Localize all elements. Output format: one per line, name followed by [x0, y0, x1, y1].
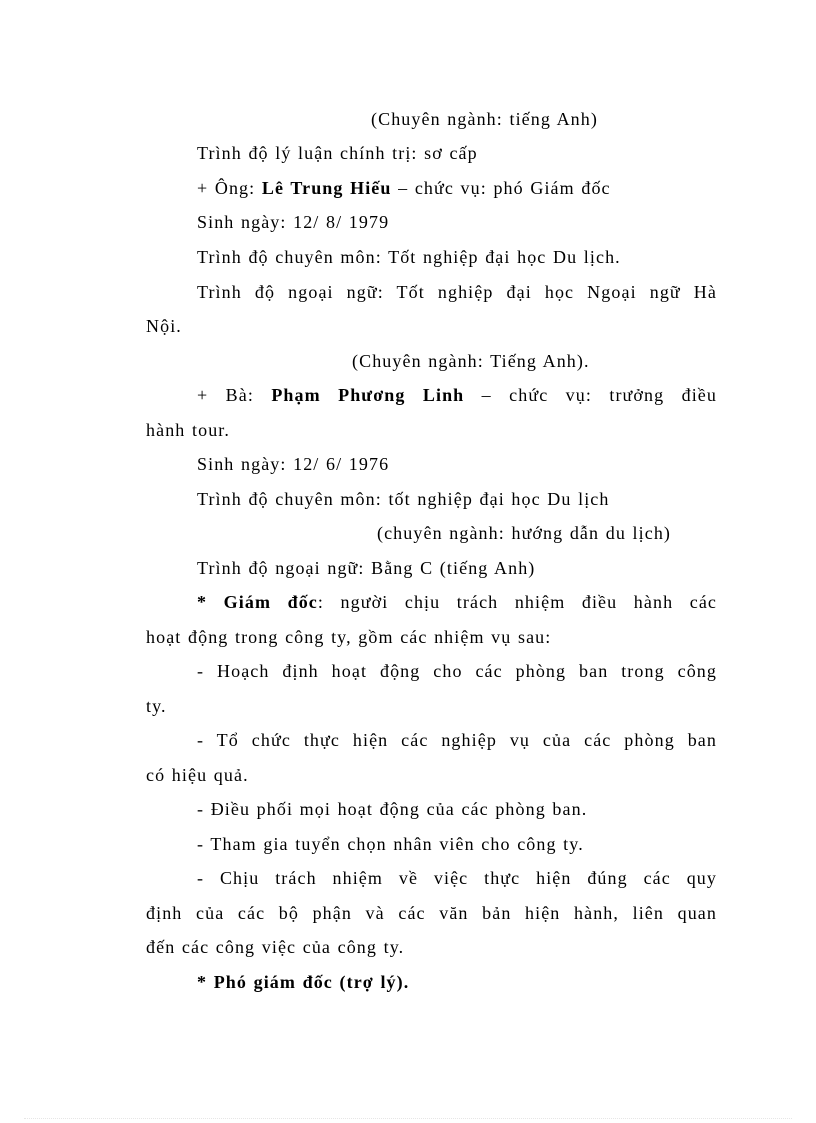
- political-theory-level: Trình độ lý luận chính trị: sơ cấp: [197, 143, 478, 163]
- birth-date-2: Sinh ngày: 12/ 6/ 1976: [197, 454, 390, 474]
- duty-5-cont-2: đến các công việc của công ty.: [146, 937, 405, 957]
- footer-divider: [24, 1118, 792, 1119]
- specialization-line-2: (Chuyên ngành: Tiếng Anh).: [352, 351, 590, 371]
- duty-4: - Tham gia tuyển chọn nhân viên cho công ty.: [197, 834, 584, 854]
- person-name: Lê Trung Hiếu: [261, 178, 392, 198]
- duty-5-cont: định của các bộ phận và các văn bản hiện hành, liên quan: [146, 903, 717, 923]
- person-pham-phuong-linh: [197, 383, 717, 407]
- person-role-cont: hành tour.: [146, 420, 230, 440]
- person-prefix: + Ông:: [197, 178, 262, 198]
- specialization-line-3: (chuyên ngành: hướng dẫn du lịch): [377, 523, 672, 543]
- deputy-director-heading: * Phó giám đốc (trợ lý).: [197, 972, 410, 992]
- language-level-2: Trình độ ngoại ngữ: Bằng C (tiếng Anh): [197, 558, 536, 578]
- professional-level-2: Trình độ chuyên môn: tốt nghiệp đại học Du lịch: [197, 489, 610, 509]
- duty-1-cont: ty.: [146, 696, 167, 716]
- section-heading: * Giám đốc: [197, 592, 318, 612]
- section-intro: : người chịu trách nhiệm điều hành các: [317, 592, 717, 612]
- person-role: – chức vụ: phó Giám đốc: [391, 178, 611, 198]
- duty-3: - Điều phối mọi hoạt động của các phòng ban.: [197, 799, 588, 819]
- duty-2: - Tổ chức thực hiện các nghiệp vụ của các phòng ban: [197, 730, 717, 750]
- duty-5: - Chịu trách nhiệm về việc thực hiện đúng các quy: [197, 868, 717, 888]
- birth-date-1: Sinh ngày: 12/ 8/ 1979: [197, 212, 390, 232]
- director-heading: [197, 590, 717, 614]
- specialization-line-1: (Chuyên ngành: tiếng Anh): [371, 109, 598, 129]
- duty-2-cont: có hiệu quả.: [146, 765, 249, 785]
- person-name: Phạm Phương Linh: [271, 385, 465, 405]
- person-prefix: + Bà:: [197, 385, 272, 405]
- person-le-trung-hieu: [197, 176, 611, 200]
- language-level-1-cont: Nội.: [146, 316, 182, 336]
- professional-level-1: Trình độ chuyên môn: Tốt nghiệp đại học Du lịch.: [197, 247, 621, 267]
- duty-1: - Hoạch định hoạt động cho các phòng ban trong công: [197, 661, 717, 681]
- director-intro-cont: hoạt động trong công ty, gồm các nhiệm vụ sau:: [146, 627, 552, 647]
- language-level-1: Trình độ ngoại ngữ: Tốt nghiệp đại học Ngoại ngữ Hà: [197, 282, 717, 302]
- person-role: – chức vụ: trưởng điều: [464, 385, 717, 405]
